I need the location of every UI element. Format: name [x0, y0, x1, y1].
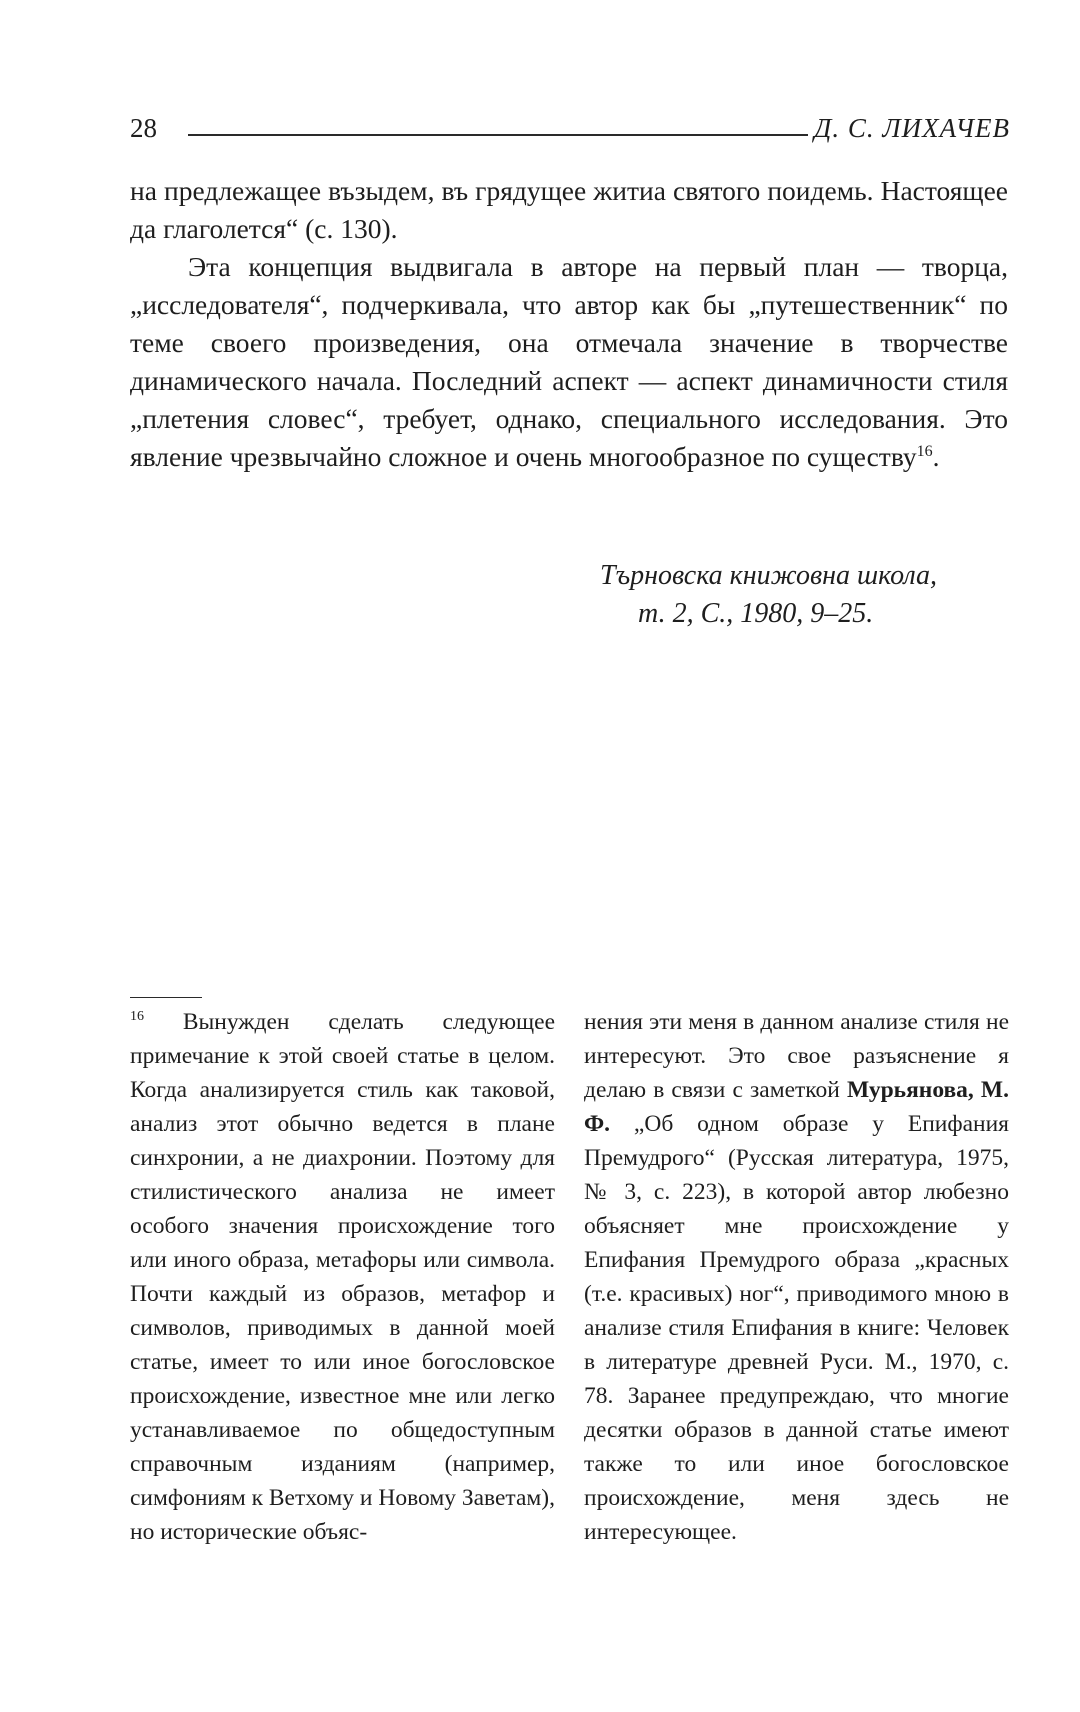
page-number: 28: [130, 113, 157, 143]
footnote-left-text: Вынужден сделать следующее примечание к этой своей статье в целом. Когда анализируется стиль как таковой, анализ этот обычно ведется в плане синхронии, а не диахронии. Поэтому для стилистического анализа не имеет особого значения происхождение того или иного образа, метафоры или символа. Почти каждый из образов, метафор и символов, приводимых в данной моей статье, имеет то или иное богословское происхождение, известное мне или легко устанавливаемое по общедоступным справочным изданиям (например, симфониям к Ветхому и Новому Заветам), но исторические объяс-: [130, 1009, 555, 1545]
footnote-right-column: [584, 1005, 1009, 1549]
header-rule: [188, 134, 808, 136]
footnote-left-column: [130, 1005, 555, 1549]
running-head: Д. С. ЛИХАЧЕВ: [814, 113, 1010, 143]
page-header: [130, 108, 1010, 148]
source-citation: [600, 557, 1020, 633]
footnote-right-text-2: „Об одном образе у Епифания Премудрого“ (Русская литература, 1975, № 3, с. 223), в которой автор любезно объясняет мне происхождение у Епифания Премудрого образа „красных (т.е. красивых) ног“, приводимого мною в анализе стиля Епифания в книге: Человек в литературе древней Руси. М., 1970, с. 78. Заранее предупреждаю, что многие десятки образов в данной статье имеют также то или иное богословское происхождение, меня здесь не интересующее.: [584, 1111, 1009, 1545]
footnote-marker: 16: [130, 1009, 144, 1025]
paragraph-2: [130, 248, 1008, 476]
main-text: [130, 172, 1008, 476]
citation-line-1: Търновска книжовна школа,: [600, 560, 938, 591]
footnote-rule: [130, 997, 202, 998]
footnote-right-text-1: нения эти меня в данном анализе стиля не интересуют. Это свое разъяснение я делаю в связи с заметкой: [584, 1009, 1009, 1103]
footnote-author-name: Мурьянова, М. Ф.: [584, 1077, 1009, 1137]
footnote-ref-16: 16: [916, 442, 933, 460]
paragraph-1: на предлежащее възыдем, въ грядущее житиа святого поидемь. Настоящее да глаголется“ (с. 130).: [130, 175, 1008, 244]
paragraph-2-end: .: [932, 441, 940, 472]
paragraph-2-text: Эта концепция выдвигала в авторе на первый план — творца, „исследователя“, подчеркивала, что автор как бы „путешественник“ по теме своего произведения, она отмечала значение в творчестве динамического начала. Последний аспект — аспект динамичности стиля „плетения словес“, требует, однако, специального исследования. Это явление чрезвычайно сложное и очень многообразное по существу: [130, 251, 1008, 472]
citation-line-2: т. 2, С., 1980, 9–25.: [638, 598, 874, 629]
